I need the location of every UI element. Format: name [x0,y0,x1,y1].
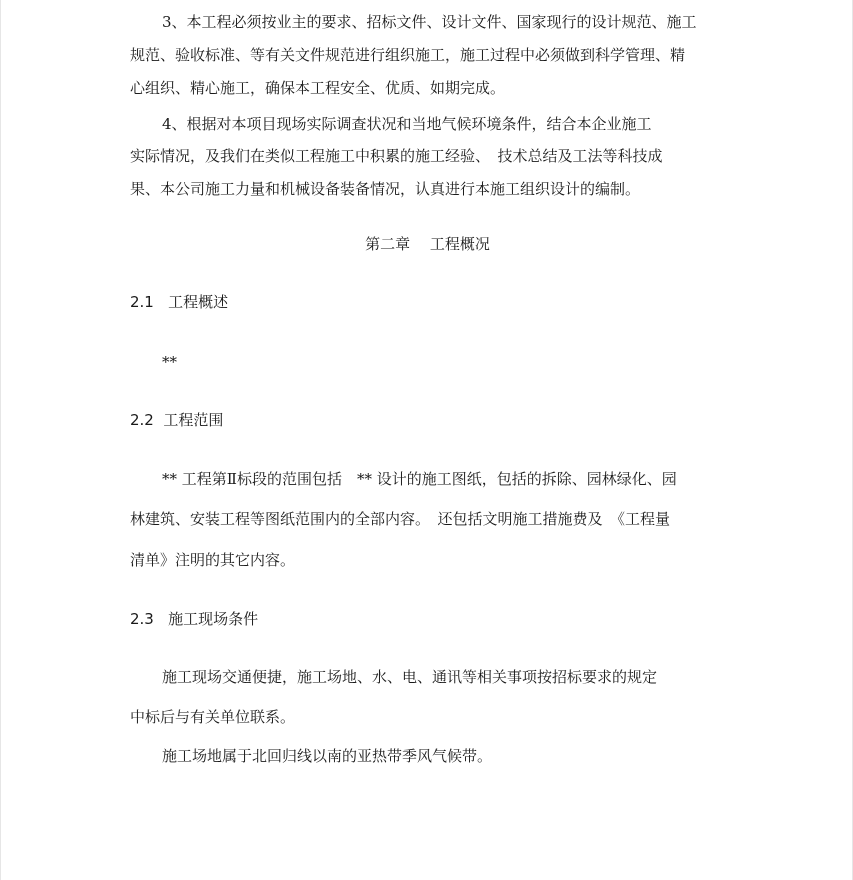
section-2-1-body: ** [162,353,177,371]
section-2-3-line3: 施工场地属于北回归线以南的亚热带季风气候带。 [162,747,493,765]
para3-line3: 心组织、精心施工，确保本工程安全、优质、如期完成。 [130,79,506,97]
section-number: 2.3 [130,610,154,628]
section-2-1-heading [130,292,228,312]
para4-line3: 果、本公司施工力量和机械设备装备情况，认真进行本施工组织设计的编制。 [130,180,641,198]
section-number: 2.1 [130,293,154,311]
section-title: 工程概述 [168,293,229,311]
para4-line1: 4、根据对本项目现场实际调查状况和当地气候环境条件，结合本企业施工 [162,115,652,133]
section-title: 施工现场条件 [168,610,259,628]
chapter-title: 第二章 工程概况 [365,235,490,253]
section-2-3-line2: 中标后与有关单位联系。 [130,708,296,726]
section-number: 2.2 [130,411,154,429]
para3-line1: 3、本工程必须按业主的要求、招标文件、设计文件、国家现行的设计规范、施工 [162,13,697,31]
section-2-2-line1: ** 工程第Ⅱ标段的范围包括 ** 设计的施工图纸，包括的拆除、园林绿化、园 [162,470,677,488]
section-title: 工程范围 [163,411,224,429]
section-2-3-heading [130,609,258,629]
section-2-2-line2: 林建筑、安装工程等图纸范围内的全部内容。 还包括文明施工措施费及 《工程量 [130,510,671,528]
section-2-3-line1: 施工现场交通便捷，施工场地、水、电、通讯等相关事项按招标要求的规定 [162,668,658,686]
para4-line2: 实际情况，及我们在类似工程施工中积累的施工经验、 技术总结及工法等科技成 [130,147,663,165]
para3-line2: 规范、验收标准、等有关文件规范进行组织施工，施工过程中必须做到科学管理、精 [130,46,686,64]
section-2-2-line3: 清单》注明的其它内容。 [130,551,296,569]
section-2-2-heading [130,410,223,430]
